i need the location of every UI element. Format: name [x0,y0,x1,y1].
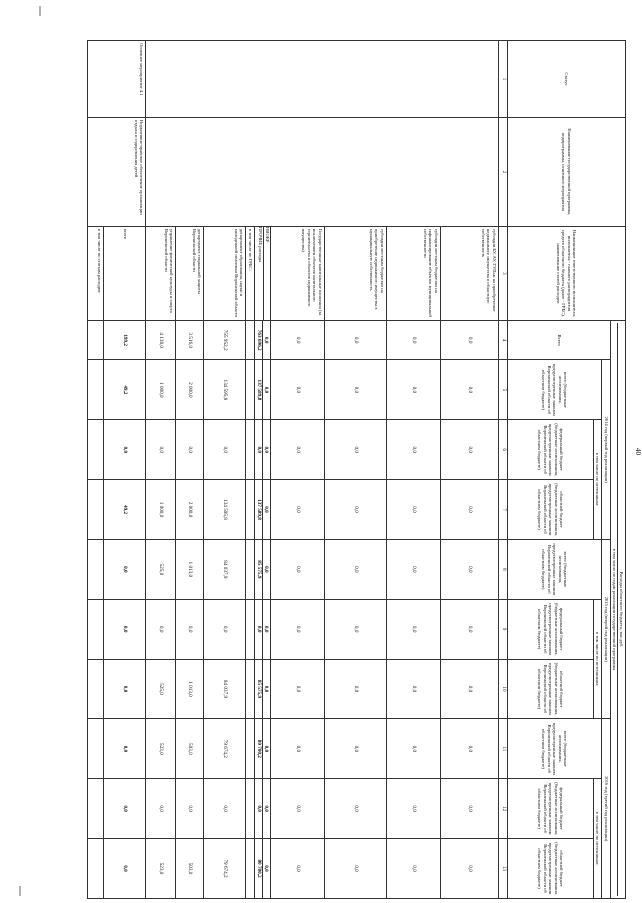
header-program-name: Наименование государственной программы, подпрограммы, основного мероприятия [508,117,626,226]
value-cell: 84 037,9 [204,539,246,599]
niokr-label-cell [255,226,271,320]
main-event-value: 199,2 [104,320,146,360]
empty-cell [246,420,255,480]
value-cell: 0,0 [387,599,441,659]
program-cell [146,117,176,226]
header-sources-2014: в том числе по источникам: [594,420,603,540]
main-event-value: 0,0 [104,839,146,899]
column-number: 7 [499,480,508,540]
value-cell: 0,0 [387,779,441,839]
table-row [146,41,176,899]
other-expenses-value: 0,0 [256,600,263,659]
header-federal-2014: федеральный бюджет (бюджетные ассигнования, предусмотренные законом Воронежской области об областном бюджете) [508,420,594,480]
header-all-budget-2016: всего (бюджетные ассигнования, предусмотренные законом Воронежской области об областном бюджете) [508,719,603,779]
header-year-2016: 2016 год (третий год реализации) [602,719,611,899]
header-executor: Наименование ответственного исполнителя, исполнителя - главного распорядителя средств областного бюджета (далее - ГРБС), наименование статей расходов [508,226,626,320]
value-cell: 503,0 [176,719,204,779]
program-cell [387,117,441,226]
niokr-value: 0,0 [263,446,270,453]
executor-cell: субсидии местным бюджетам на приобретение недвижимого имущества в муниципальную собственность [325,226,387,320]
empty-cell [88,719,104,779]
value-cell: 2 000,0 [176,480,204,540]
empty-cell [246,539,255,599]
value-cell: 0,0 [325,599,387,659]
header-status: Статус [508,41,626,118]
niokr-value: 0,0 [263,506,270,513]
value-cell: 0,0 [387,659,441,719]
value-cell: 0,0 [441,719,499,779]
main-event-value: 0,0 [104,420,146,480]
program-cell [176,117,204,226]
column-number: 6 [499,420,508,480]
executor-cell: департамент социальной защиты Воронежской области [176,226,204,320]
value-cell: 0,0 [387,539,441,599]
program-cell [325,117,387,226]
header-expenses [611,320,626,898]
main-event-total-label: всего [104,226,146,320]
niokr-value-cell [255,839,271,899]
empty-cell [246,659,255,719]
value-cell: 1 000,0 [146,480,176,540]
main-event-value: 49,2 [104,480,146,540]
value-cell: 0,0 [441,839,499,899]
niokr-value: 0,0 [263,685,270,693]
value-cell: 0,0 [325,320,387,360]
value-cell: 0,0 [387,420,441,480]
value-cell: 0,0 [387,480,441,540]
niokr-value-cell [255,420,271,480]
niokr-value: 0,0 [263,865,270,872]
niokr-value: 0,0 [263,625,270,633]
value-cell: 0,0 [441,539,499,599]
main-event-value: 0,0 [104,719,146,779]
column-numbers-row [499,41,508,899]
value-cell: 755 952,2 [204,320,246,360]
value-cell: 0,0 [204,599,246,659]
other-expenses-value: 0,0 [256,779,263,838]
status-cell [246,41,255,118]
executor-cell: департамент образования, науки и молодежной политики Воронежской области [204,226,246,320]
header-year-2014: 2014 год (первый год реализации) [602,360,611,539]
value-cell: 0,0 [387,839,441,899]
value-cell: 0,0 [387,360,441,420]
main-event-sub-label: в том числе по статьям расходов: [88,226,104,320]
status-cell [176,41,204,118]
other-expenses-value: 85 575,9 [256,660,263,719]
grbs-heading-row [246,41,255,899]
other-expenses-label: ПРОЧИЕ расходы [258,227,265,320]
empty-cell [246,779,255,839]
executor-cell: субсидии местным бюджетам на софинансирование объектов муниципальной собственности [387,226,441,320]
empty-cell [88,839,104,899]
header-year-2015: 2015 год (второй год реализации) [602,539,611,718]
value-cell: 0,0 [204,779,246,839]
other-expenses-value: 137 589,8 [256,480,263,539]
header-regional-2016: областной бюджет (бюджетные ассигнования, предусмотренные законом Воронежской области об областном бюджете) [508,839,594,899]
program-cell [271,117,325,226]
value-cell: 0,0 [271,779,325,839]
column-number: 9 [499,599,508,659]
other-expenses-value: 0,0 [256,420,263,479]
value-cell: 79 674,2 [204,719,246,779]
value-cell: 523,0 [146,719,176,779]
value-cell: 0,0 [441,420,499,480]
value-cell: 0,0 [441,320,499,360]
header-regional-2015: областной бюджет (бюджетные ассигнования, предусмотренные законом Воронежской области об областном бюджете) [508,659,594,719]
value-cell: 3 516,0 [176,320,204,360]
niokr-value: 0,0 [263,386,270,394]
value-cell: 134 595,8 [204,480,246,540]
main-event-row [104,41,146,899]
value-cell: 2 000,0 [176,360,204,420]
value-cell: 0,0 [325,360,387,420]
empty-cell [246,719,255,779]
other-expenses-value: 763 696,2 [256,321,263,360]
program-cell [255,117,271,226]
value-cell: 0,0 [271,480,325,540]
niokr-value-cell [255,659,271,719]
niokr-value-cell [255,719,271,779]
value-cell: 0,0 [441,480,499,540]
table-row [325,41,387,899]
status-cell [255,41,271,118]
main-event-value: 0,0 [104,599,146,659]
value-cell: 0,0 [146,420,176,480]
header-sources-2016: в том числе по источникам: [594,779,603,899]
empty-cell [88,659,104,719]
empty-cell [88,599,104,659]
table-body [88,41,626,899]
table-row [271,41,325,899]
status-cell [387,41,441,118]
value-cell: 0,0 [271,420,325,480]
header-expenses-title: Расходы областного бюджета, тыс.руб. [619,571,624,648]
main-event-value: 0,0 [104,539,146,599]
value-cell: 0,0 [325,539,387,599]
header-federal-2016: федеральный бюджет (бюджетные ассигнования, предусмотренные законом Воронежской области об областном бюджете) [508,779,594,839]
status-cell [204,41,246,118]
column-number: 2 [499,117,508,226]
value-cell: 0,0 [325,839,387,899]
other-expenses-value: 80 700,2 [256,839,263,898]
program-cell [204,117,246,226]
executor-cell: субсидии БУ, АУ, ГУПам на приобретение недвижимого имущества в областную собственность [441,226,499,320]
value-cell: 0,0 [271,539,325,599]
value-cell: 0,0 [146,599,176,659]
table-row [387,41,441,899]
main-event-program: Нормативно-правовое обеспечение организации отдыха и оздоровления детей [88,117,146,226]
executor-cell: управление физической культуры и спорта Воронежской области [146,226,176,320]
executor-cell: Государственные капитальные вложения (за исключением объектов капитального строительства и объектов недвижимого имущества) [271,226,325,320]
column-number: 5 [499,360,508,420]
main-event-value: 49,2 [104,360,146,420]
column-number: 11 [499,719,508,779]
value-cell: 0,0 [176,599,204,659]
page-number: 40 [634,448,642,455]
niokr-value-cell [255,599,271,659]
niokr-value-cell [255,320,271,360]
value-cell: 525,0 [146,659,176,719]
value-cell: 0,0 [441,360,499,420]
value-cell: 0,0 [325,779,387,839]
value-cell: 79 674,2 [204,839,246,899]
header-all-budget-2015: всего (бюджетные ассигнования, предусмотренные законом Воронежской области об областном бюджете) [508,539,603,599]
value-cell: 0,0 [387,719,441,779]
value-cell: 0,0 [271,320,325,360]
empty-cell [88,539,104,599]
niokr-value-cell [255,360,271,420]
main-event-value: 0,0 [104,659,146,719]
value-cell: 0,0 [325,659,387,719]
grbs-heading: в том числе по ГРБС: [246,226,255,320]
empty-cell [88,420,104,480]
status-cell [441,41,499,118]
value-cell: 0,0 [271,839,325,899]
empty-cell [88,360,104,420]
main-event-value: 0,0 [104,779,146,839]
empty-cell [246,360,255,420]
header-total: Всего [508,320,611,360]
niokr-label: НИОКР [265,226,270,243]
value-cell: 525,0 [146,539,176,599]
empty-cell [88,320,104,360]
value-cell: 1 013,0 [176,659,204,719]
program-cell [441,117,499,226]
empty-cell [88,779,104,839]
value-cell: 0,0 [176,420,204,480]
main-event-status: Основное мероприятие 4.1 [88,41,146,118]
value-cell: 0,0 [271,599,325,659]
value-cell: 0,0 [271,360,325,420]
empty-cell [246,599,255,659]
value-cell: 1 013,0 [176,539,204,599]
value-cell: 0,0 [441,659,499,719]
header-regional-2014: областной бюджет (бюджетные ассигнования, предусмотренные законом Воронежской области об областном бюджете) [508,480,594,540]
column-number: 12 [499,779,508,839]
header-all-budget-2014: всего (бюджетные ассигнования, предусмотренные законом Воронежской области об областном бюджете) [508,360,603,420]
niokr-value-cell [255,539,271,599]
column-number: 10 [499,659,508,719]
table-row [176,41,204,899]
header-sources-2015: в том числе по источникам: [594,599,603,719]
column-number: 3 [499,226,508,320]
niokr-value: 0,0 [263,805,270,812]
empty-cell [88,480,104,540]
column-number: 8 [499,539,508,599]
program-cell [246,117,255,226]
empty-cell [246,320,255,360]
value-cell: 0,0 [441,599,499,659]
status-cell [271,41,325,118]
value-cell: 1 000,0 [146,360,176,420]
value-cell: 134 595,8 [204,360,246,420]
other-expenses-value: 137 589,8 [256,360,263,419]
column-number: 1 [499,41,508,118]
status-cell [325,41,387,118]
value-cell: 0,0 [146,779,176,839]
value-cell: 0,0 [325,719,387,779]
empty-cell [246,839,255,899]
value-cell: 0,0 [325,420,387,480]
value-cell: 0,0 [325,480,387,540]
value-cell: 4 138,0 [146,320,176,360]
value-cell: 0,0 [204,420,246,480]
other-expenses-value: 80 700,2 [256,719,263,778]
column-number: 13 [499,839,508,899]
empty-cell [246,480,255,540]
value-cell: 0,0 [387,320,441,360]
status-cell [146,41,176,118]
budget-table [88,40,627,899]
value-cell: 84 037,9 [204,659,246,719]
value-cell: 0,0 [441,779,499,839]
value-cell: 523,0 [146,839,176,899]
value-cell: 0,0 [271,659,325,719]
table-row [441,41,499,899]
column-number: 4 [499,320,508,360]
niokr-value: 0,0 [263,336,270,344]
niokr-value-cell [255,779,271,839]
niokr-row [255,41,271,899]
value-cell: 0,0 [176,779,204,839]
niokr-value-cell [255,480,271,540]
other-expenses-value: 85 575,9 [256,540,263,599]
niokr-value: 0,0 [263,745,270,753]
header-expenses-subtitle: в том числе по годам реализации государственной программы [612,323,619,896]
value-cell: 503,0 [176,839,204,899]
niokr-value: 0,0 [263,566,270,573]
header-federal-2015: федеральный бюджет (бюджетные ассигнования, предусмотренные законом Воронежской области об областном бюджете) [508,599,594,659]
value-cell: 0,0 [271,719,325,779]
table-row [204,41,246,899]
